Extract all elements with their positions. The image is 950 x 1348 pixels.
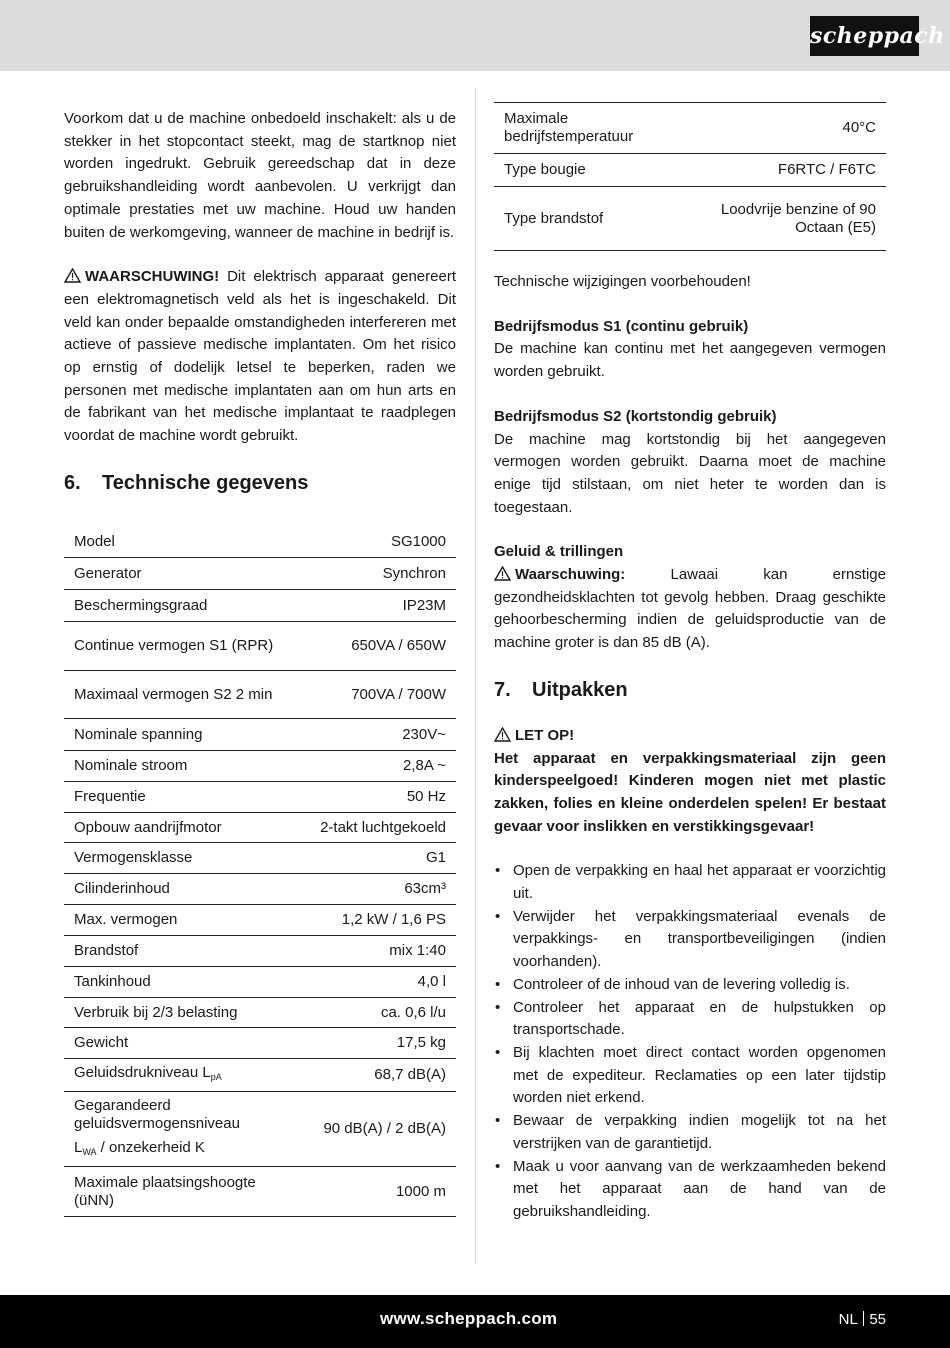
- spec-value: 68,7 dB(A): [374, 1066, 446, 1084]
- table-row: [64, 905, 456, 936]
- noise-warning-text: Lawaai kan ernstige gezondheidsklachten tot gevolg hebben. Draag geschikte gehoorbescherming indien de geluidsproductie van de machine groter is dan 85 dB (A).: [494, 566, 886, 652]
- spec-value: 50 Hz: [406, 788, 446, 806]
- spec-label: Brandstof: [74, 942, 139, 960]
- list-item: • Open de verpakking en haal het apparaat er voorzichtig uit.: [494, 860, 886, 905]
- list-item: • Controleer of de inhoud van de levering volledig is.: [494, 974, 886, 997]
- table-row: [494, 103, 886, 154]
- s2-text: De machine mag kortstondig bij het aangegeven vermogen worden gebruikt. Daarna moet de machine enige tijd stilstaan, om niet heter te worden dan is toegestaan.: [494, 430, 886, 516]
- spec-value: G1: [425, 849, 446, 867]
- spec-label: [64, 1059, 294, 1092]
- s2-heading: Bedrijfsmodus S2 (kortstondig gebruik): [494, 407, 777, 425]
- table-row: [64, 967, 456, 998]
- footer-website-link[interactable]: www.scheppach.com: [380, 1309, 558, 1328]
- table-row: [494, 154, 886, 187]
- scheppach-logo: scheppach: [810, 16, 919, 56]
- warning-paragraph: [64, 266, 456, 448]
- section-6-number: 6.: [64, 471, 81, 494]
- table-row: [64, 936, 456, 967]
- table-row: [64, 1028, 456, 1059]
- warning-triangle-icon: [494, 566, 511, 581]
- table-row: [494, 187, 886, 251]
- warning-triangle-icon: [64, 268, 81, 283]
- spec-label: Type brandstof: [504, 209, 604, 227]
- technical-data-table: [64, 526, 456, 1218]
- spec-value: 17,5 kg: [396, 1034, 446, 1052]
- footer-separator: [863, 1311, 865, 1326]
- table-row: [64, 813, 456, 843]
- spec-value: Synchron: [382, 564, 446, 582]
- spec-value: 230V~: [402, 725, 446, 743]
- section-7-number: 7.: [494, 678, 511, 701]
- footer-language: NL: [838, 1311, 858, 1328]
- spec-label: Tankinhoud: [74, 973, 151, 991]
- spec-label: Frequentie: [74, 788, 146, 806]
- spec-value: 90 dB(A) / 2 dB(A): [323, 1120, 446, 1138]
- spec-label-subscript: pA: [210, 1072, 222, 1083]
- spec-label-text: Geluidsdrukniveau L: [74, 1064, 211, 1082]
- spec-label: Type bougie: [504, 161, 586, 178]
- left-column: [64, 108, 456, 1217]
- spec-label: Verbruik bij 2/3 belasting: [74, 1003, 238, 1021]
- tech-changes-note: Technische wijzigingen voorbehouden!: [494, 273, 751, 290]
- technical-data-table-continued: [494, 102, 886, 251]
- spec-label: Beschermingsgraad: [74, 596, 208, 614]
- spec-value: 1000 m: [395, 1182, 446, 1200]
- spec-value: 63cm³: [404, 880, 446, 898]
- section-7-title: Uitpakken: [532, 678, 628, 701]
- table-row: [64, 1092, 456, 1167]
- footer-bar: [0, 1295, 950, 1348]
- noise-heading: Geluid & trillingen: [494, 543, 624, 561]
- list-item: • Verwijder het verpakkingsmateriaal evenals de verpakkings- en transportbeveiligingen (indien voorhanden).: [494, 906, 886, 974]
- attention-label: LET OP!: [515, 726, 575, 744]
- spec-label: Max. vermogen: [74, 911, 178, 929]
- spec-value: 4,0 l: [417, 973, 446, 991]
- right-column: [494, 102, 886, 1224]
- noise-warning-label: Waarschuwing:: [515, 566, 626, 584]
- footer-page-indicator: [839, 1311, 886, 1328]
- intro-paragraph: Voorkom dat u de machine onbedoeld inschakelt: als u de stekker in het stopcontact steekt, mag de startknop niet worden ingedrukt. Gebruik gereedschap dat in deze gebruikshandleiding wordt aanbevolen. U verkrijgt dan optimale prestaties met uw machine. Houd uw handen buiten de werkomgeving, wanneer de machine in bedrijf is.: [64, 110, 456, 241]
- spec-value: ca. 0,6 l/u: [380, 1003, 446, 1021]
- warning-label: WAARSCHUWING!: [85, 268, 220, 286]
- table-row: [64, 526, 456, 558]
- table-row: [64, 998, 456, 1028]
- spec-label: Cilinderinhoud: [74, 880, 170, 898]
- table-row: [64, 843, 456, 874]
- spec-label: Nominale stroom: [74, 757, 188, 775]
- spec-label: Model: [74, 532, 115, 550]
- attention-text: Het apparaat en verpakkingsmateriaal zijn geen kinderspeelgoed! Kinderen mogen niet met plastic zakken, folies en kleine onderdelen spelen! Er bestaat gevaar voor inslikken en verstikkingsgevaar!: [494, 749, 886, 835]
- spec-label: Continue vermogen S1 (RPR): [74, 637, 274, 655]
- spec-value: 650VA / 650W: [351, 637, 446, 655]
- table-row: [64, 671, 456, 719]
- spec-label: Gewicht: [74, 1034, 129, 1052]
- warning-triangle-icon: [494, 727, 511, 742]
- header-band: [0, 0, 950, 71]
- column-divider: [475, 88, 476, 1264]
- spec-label: Generator: [74, 564, 142, 582]
- list-item: • Bewaar de verpakking indien mogelijk tot na het verstrijken van de garantietijd.: [494, 1110, 886, 1155]
- spec-label-symbol: L: [74, 1139, 83, 1157]
- spec-value: 2,8A ~: [403, 757, 446, 775]
- spec-value: IP23M: [402, 596, 446, 614]
- footer-page-number: 55: [869, 1311, 886, 1328]
- list-item: • Bij klachten moet direct contact worden opgenomen met de expediteur. Reclamaties op een later tijdstip worden niet erkend.: [494, 1042, 886, 1110]
- section-7-heading: [494, 677, 886, 703]
- unpacking-list: [494, 860, 886, 1223]
- table-row: [64, 719, 456, 751]
- noise-warning-paragraph: [494, 564, 886, 655]
- table-row: [64, 1167, 456, 1217]
- spec-value: Loodvrije benzine of 90 Octaan (E5): [720, 200, 876, 236]
- spec-label: Maximale bedrijfstemperatuur: [504, 110, 634, 145]
- spec-value: 2-takt luchtgekoeld: [320, 818, 446, 836]
- spec-label: Opbouw aandrijfmotor: [74, 818, 222, 836]
- section-6-heading: [64, 470, 456, 496]
- spec-label: [64, 1092, 294, 1167]
- table-row: [64, 622, 456, 671]
- spec-value: mix 1:40: [389, 942, 446, 960]
- spec-label: Nominale spanning: [74, 725, 203, 743]
- table-row: [64, 782, 456, 813]
- spec-label: Vermogensklasse: [74, 849, 193, 867]
- spec-value: 40°C: [842, 119, 876, 136]
- table-row: [64, 558, 456, 590]
- list-item: • Maak u voor aanvang van de werkzaamheden bekend met het apparaat aan de hand van de gebruikshandleiding.: [494, 1156, 886, 1224]
- spec-value: F6RTC / F6TC: [777, 161, 876, 178]
- table-row: [64, 1059, 456, 1092]
- spec-label: Maximale plaatsingshoogte (üNN): [74, 1173, 256, 1209]
- s1-text: De machine kan continu met het aangegeven vermogen worden gebruikt.: [494, 340, 886, 381]
- spec-value: SG1000: [390, 532, 446, 550]
- table-row: [64, 590, 456, 622]
- spec-value: 700VA / 700W: [351, 685, 446, 703]
- spec-value: 1,2 kW / 1,6 PS: [341, 911, 446, 929]
- s1-heading: Bedrijfsmodus S1 (continu gebruik): [494, 317, 749, 335]
- spec-label-line2: [74, 1139, 205, 1161]
- section-6-title: Technische gegevens: [102, 471, 309, 494]
- spec-label-suffix: / onzekerheid K: [96, 1139, 205, 1157]
- spec-label: Maximaal vermogen S2 2 min: [74, 685, 273, 703]
- table-row: [64, 874, 456, 905]
- list-item: • Controleer het apparaat en de hulpstukken op transportschade.: [494, 997, 886, 1042]
- spec-label-subscript: WA: [82, 1147, 97, 1158]
- spec-label-text: Gegarandeerd geluidsvermogensniveau: [74, 1097, 240, 1133]
- table-row: [64, 751, 456, 782]
- warning-text: Dit elektrisch apparaat genereert een elektromagnetisch veld als het is ingeschakeld. Dit veld kan onder bepaalde omstandigheden interfereren met actieve of passieve medische implantaten. Om het risico op ernstig of dodelijk letsel te beperken, raden we personen met medische implantaten aan om hun arts en de fabrikant van het medische implantaat te raadplegen voordat de machine wordt gebruikt.: [64, 268, 456, 445]
- attention-label-line: [494, 725, 886, 748]
